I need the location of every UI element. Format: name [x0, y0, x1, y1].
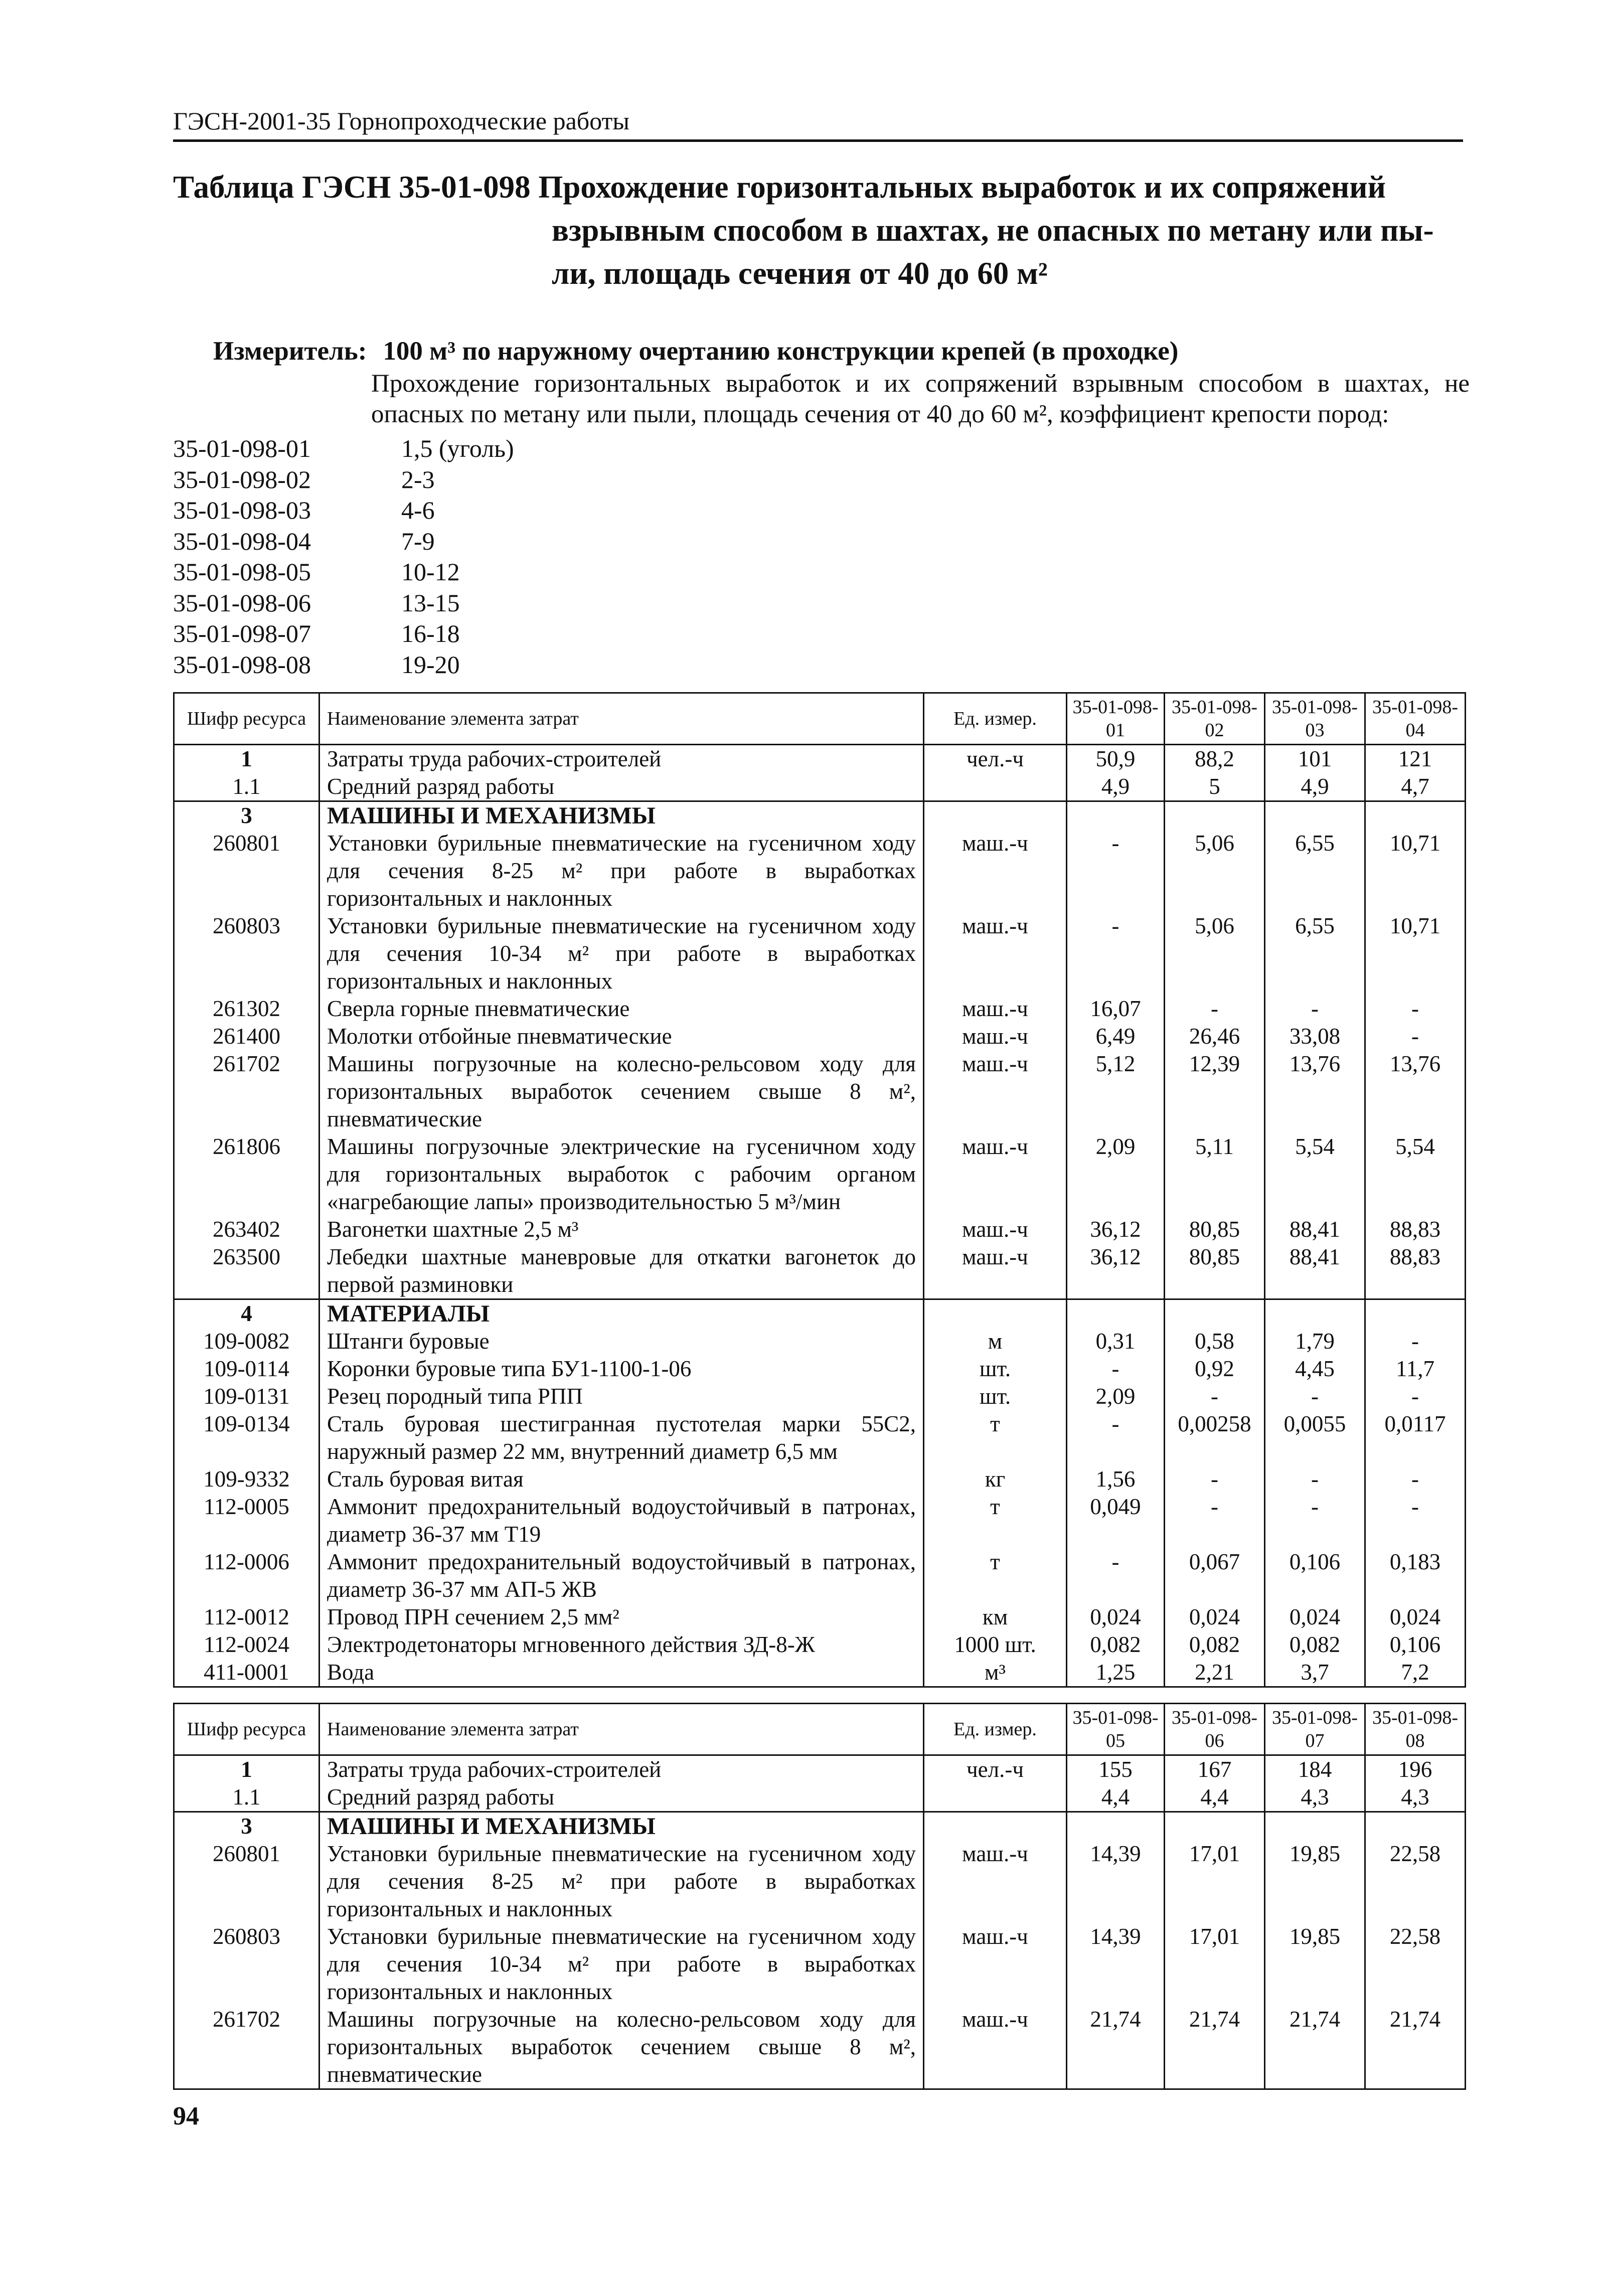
resource-name: Машины погрузочные на колесно-рельсовом ходу для горизонтальных выработок сечением свыше 8 м², пневматические — [319, 2006, 924, 2089]
resource-value — [1265, 1299, 1365, 1328]
resource-value: 80,85 — [1165, 1216, 1265, 1243]
resource-name: Сверла горные пневматические — [319, 995, 924, 1023]
resource-name: МАШИНЫ И МЕХАНИЗМЫ — [319, 801, 924, 830]
resource-value: 4,7 — [1365, 773, 1466, 801]
resource-value: 88,2 — [1165, 745, 1265, 773]
resource-name: Средний разряд работы — [319, 773, 924, 801]
header-norm-code: 35-01-098-01 — [1067, 693, 1165, 745]
resource-value: 50,9 — [1067, 745, 1165, 773]
resource-code: 4 — [174, 1299, 319, 1328]
resource-value: - — [1265, 1493, 1365, 1548]
header-norm-code: 35-01-098-04 — [1365, 693, 1466, 745]
resource-value: 10,71 — [1365, 912, 1466, 995]
resource-value: 6,55 — [1265, 912, 1365, 995]
resource-value: 12,39 — [1165, 1050, 1265, 1133]
resource-value: 5,54 — [1365, 1133, 1466, 1216]
resource-code: 3 — [174, 801, 319, 830]
resource-value — [1265, 1812, 1365, 1841]
resource-value: 88,41 — [1265, 1243, 1365, 1299]
code-list-item — [173, 588, 514, 619]
resource-value: 88,41 — [1265, 1216, 1365, 1243]
table-row — [174, 1243, 1466, 1299]
header-norm-code: 35-01-098-07 — [1265, 1704, 1365, 1755]
resource-value — [1165, 801, 1265, 830]
resource-value: 5,06 — [1165, 830, 1265, 912]
resource-value: - — [1165, 1493, 1265, 1548]
title-line-1: Таблица ГЭСН 35-01-098 Прохождение горизонтальных выработок и их сопряжений — [173, 170, 1386, 205]
resource-value: 3,7 — [1265, 1659, 1365, 1687]
header-rule — [173, 139, 1463, 142]
resource-value: 0,049 — [1067, 1493, 1165, 1548]
resource-value: 80,85 — [1165, 1243, 1265, 1299]
resource-code: 109-0131 — [174, 1383, 319, 1410]
resource-value: - — [1067, 1548, 1165, 1603]
resource-value: 0,106 — [1265, 1548, 1365, 1603]
resource-unit: м³ — [924, 1659, 1067, 1687]
resource-value: 0,024 — [1365, 1603, 1466, 1631]
resource-code: 1.1 — [174, 773, 319, 801]
resource-code: 3 — [174, 1812, 319, 1841]
resource-code: 1.1 — [174, 1783, 319, 1812]
resource-value: 4,4 — [1067, 1783, 1165, 1812]
resource-name: Коронки буровые типа БУ1-1100-1-06 — [319, 1355, 924, 1383]
table-row — [174, 1023, 1466, 1050]
resource-value: 184 — [1265, 1755, 1365, 1784]
code-list — [173, 433, 514, 680]
resource-value: 0,58 — [1165, 1328, 1265, 1355]
resource-code: 109-0114 — [174, 1355, 319, 1383]
table-row — [174, 1923, 1466, 2006]
code-list-code: 35-01-098-01 — [173, 434, 311, 462]
resource-name: Вода — [319, 1659, 924, 1687]
resource-code: 263402 — [174, 1216, 319, 1243]
resource-value: - — [1365, 1465, 1466, 1493]
resource-value: 21,74 — [1365, 2006, 1466, 2089]
resource-value — [1165, 1812, 1265, 1841]
resource-unit: маш.-ч — [924, 830, 1067, 912]
resource-name: Сталь буровая витая — [319, 1465, 924, 1493]
resource-value: - — [1067, 912, 1165, 995]
resource-value: 5,12 — [1067, 1050, 1165, 1133]
header-norm-code: 35-01-098-06 — [1165, 1704, 1265, 1755]
resource-name: Установки бурильные пневматические на гусеничном ходу для сечения 10-34 м² при работе в выработках горизонтальных и наклонных — [319, 912, 924, 995]
resource-code: 411-0001 — [174, 1659, 319, 1687]
resource-name: Вагонетки шахтные 2,5 м³ — [319, 1216, 924, 1243]
resource-unit: маш.-ч — [924, 912, 1067, 995]
resource-value: 0,024 — [1067, 1603, 1165, 1631]
resource-value: 2,21 — [1165, 1659, 1265, 1687]
header-norm-code: 35-01-098-02 — [1165, 693, 1265, 745]
resource-name: Аммонит предохранительный водоустойчивый в патронах, диаметр 36-37 мм АП-5 ЖВ — [319, 1548, 924, 1603]
resource-value: 1,56 — [1067, 1465, 1165, 1493]
norm-table-1 — [173, 692, 1466, 1688]
header-unit: Ед. измер. — [924, 1704, 1067, 1755]
resource-value: 21,74 — [1067, 2006, 1165, 2089]
resource-value: 196 — [1365, 1755, 1466, 1784]
table-row — [174, 1465, 1466, 1493]
resource-value: 0,183 — [1365, 1548, 1466, 1603]
table-row — [174, 1383, 1466, 1410]
resource-value: 2,09 — [1067, 1133, 1165, 1216]
code-list-code: 35-01-098-02 — [173, 465, 311, 494]
resource-name: Установки бурильные пневматические на гусеничном ходу для сечения 8-25 м² при работе в выработках горизонтальных и наклонных — [319, 830, 924, 912]
resource-name: Машины погрузочные электрические на гусеничном ходу для горизонтальных выработок с рабочим органом «нагребающие лапы» производительностью 5 м³/мин — [319, 1133, 924, 1216]
resource-unit: маш.-ч — [924, 1243, 1067, 1299]
resource-unit: маш.-ч — [924, 1050, 1067, 1133]
resource-unit: маш.-ч — [924, 1216, 1067, 1243]
title-line-2: взрывным способом в шахтах, не опасных по метану или пы- — [552, 213, 1434, 248]
resource-value: 0,92 — [1165, 1355, 1265, 1383]
resource-code: 261702 — [174, 1050, 319, 1133]
resource-unit: т — [924, 1493, 1067, 1548]
resource-name: Затраты труда рабочих-строителей — [319, 745, 924, 773]
page-number: 94 — [173, 2102, 199, 2130]
code-list-coefficient: 13-15 — [401, 588, 460, 617]
resource-unit: чел.-ч — [924, 745, 1067, 773]
resource-name: Затраты труда рабочих-строителей — [319, 1755, 924, 1784]
resource-name: Средний разряд работы — [319, 1783, 924, 1812]
resource-code: 261806 — [174, 1133, 319, 1216]
resource-value: 0,024 — [1265, 1603, 1365, 1631]
resource-code: 261400 — [174, 1023, 319, 1050]
table-row — [174, 1410, 1466, 1465]
code-list-item — [173, 618, 514, 649]
resource-value: - — [1265, 1383, 1365, 1410]
table-row — [174, 1812, 1466, 1841]
resource-value — [1265, 801, 1365, 830]
resource-unit: км — [924, 1603, 1067, 1631]
norm-table-2 — [173, 1703, 1466, 2090]
code-list-code: 35-01-098-08 — [173, 650, 311, 679]
resource-value: 0,00258 — [1165, 1410, 1265, 1465]
header-code: Шифр ресурса — [174, 693, 319, 745]
resource-value: 5,11 — [1165, 1133, 1265, 1216]
header-name: Наименование элемента затрат — [319, 1704, 924, 1755]
resource-code: 260803 — [174, 1923, 319, 2006]
resource-value: 22,58 — [1365, 1840, 1466, 1923]
resource-name: МАШИНЫ И МЕХАНИЗМЫ — [319, 1812, 924, 1841]
resource-unit — [924, 1299, 1067, 1328]
resource-value: 0,106 — [1365, 1631, 1466, 1659]
resource-value — [1365, 1812, 1466, 1841]
code-list-item — [173, 649, 514, 681]
resource-value — [1365, 1299, 1466, 1328]
resource-value: 5,06 — [1165, 912, 1265, 995]
resource-code: 109-9332 — [174, 1465, 319, 1493]
table-row — [174, 1355, 1466, 1383]
resource-value: 88,83 — [1365, 1243, 1466, 1299]
resource-unit — [924, 1812, 1067, 1841]
resource-code: 260801 — [174, 830, 319, 912]
resource-value: 4,9 — [1067, 773, 1165, 801]
resource-value: 0,082 — [1067, 1631, 1165, 1659]
resource-value: 10,71 — [1365, 830, 1466, 912]
resource-value: - — [1265, 1465, 1365, 1493]
resource-value: 7,2 — [1365, 1659, 1466, 1687]
code-list-code: 35-01-098-03 — [173, 496, 311, 524]
resource-unit: маш.-ч — [924, 995, 1067, 1023]
resource-value: 0,082 — [1165, 1631, 1265, 1659]
table-row — [174, 1840, 1466, 1923]
resource-name: МАТЕРИАЛЫ — [319, 1299, 924, 1328]
resource-value: 121 — [1365, 745, 1466, 773]
table-row — [174, 912, 1466, 995]
resource-code: 260803 — [174, 912, 319, 995]
meter-line — [213, 336, 1178, 366]
resource-unit: маш.-ч — [924, 2006, 1067, 2089]
resource-value: 0,0055 — [1265, 1410, 1365, 1465]
resource-value: 14,39 — [1067, 1840, 1165, 1923]
table-row — [174, 1216, 1466, 1243]
resource-code: 112-0012 — [174, 1603, 319, 1631]
resource-name: Установки бурильные пневматические на гусеничном ходу для сечения 10-34 м² при работе в выработках горизонтальных и наклонных — [319, 1923, 924, 2006]
resource-code: 112-0006 — [174, 1548, 319, 1603]
table-header-row — [174, 1704, 1466, 1755]
resource-value: - — [1067, 830, 1165, 912]
resource-code: 261302 — [174, 995, 319, 1023]
resource-unit: маш.-ч — [924, 1023, 1067, 1050]
code-list-coefficient: 4-6 — [401, 496, 435, 524]
resource-value: 0,024 — [1165, 1603, 1265, 1631]
resource-value: 2,09 — [1067, 1383, 1165, 1410]
resource-unit: шт. — [924, 1355, 1067, 1383]
resource-name: Лебедки шахтные маневровые для откатки вагонеток до первой разминовки — [319, 1243, 924, 1299]
code-list-coefficient: 10-12 — [401, 558, 460, 586]
resource-value: - — [1365, 1023, 1466, 1050]
resource-value: 4,45 — [1265, 1355, 1365, 1383]
table-row — [174, 745, 1466, 773]
header-name: Наименование элемента затрат — [319, 693, 924, 745]
resource-unit: маш.-ч — [924, 1840, 1067, 1923]
resource-value: 4,3 — [1265, 1783, 1365, 1812]
resource-unit: т — [924, 1548, 1067, 1603]
table-row — [174, 2006, 1466, 2089]
resource-name: Молотки отбойные пневматические — [319, 1023, 924, 1050]
resource-value: 16,07 — [1067, 995, 1165, 1023]
resource-value: - — [1365, 1328, 1466, 1355]
code-list-code: 35-01-098-06 — [173, 588, 311, 617]
resource-value — [1067, 1812, 1165, 1841]
resource-name: Сталь буровая шестигранная пустотелая марки 55С2, наружный размер 22 мм, внутренний диаметр 6,5 мм — [319, 1410, 924, 1465]
resource-value: 0,0117 — [1365, 1410, 1466, 1465]
resource-value: 4,9 — [1265, 773, 1365, 801]
resource-unit: м — [924, 1328, 1067, 1355]
resource-value: - — [1067, 1410, 1165, 1465]
resource-unit: 1000 шт. — [924, 1631, 1067, 1659]
table-row — [174, 1493, 1466, 1548]
header-code: Шифр ресурса — [174, 1704, 319, 1755]
resource-value: - — [1365, 995, 1466, 1023]
code-list-coefficient: 2-3 — [401, 465, 435, 494]
description: Прохождение горизонтальных выработок и их сопряжений взрывным способом в шахтах, не опасных по метану или пыли, площадь сечения от 40 до 60 м², коэффициент крепости пород: — [371, 370, 1470, 428]
resource-value: 36,12 — [1067, 1243, 1165, 1299]
resource-value: 33,08 — [1265, 1023, 1365, 1050]
table-row — [174, 1548, 1466, 1603]
resource-unit: кг — [924, 1465, 1067, 1493]
code-list-item — [173, 433, 514, 464]
resource-value: 36,12 — [1067, 1216, 1165, 1243]
resource-unit: маш.-ч — [924, 1133, 1067, 1216]
resource-code: 1 — [174, 745, 319, 773]
resource-value — [1165, 1299, 1265, 1328]
resource-name: Провод ПРН сечением 2,5 мм² — [319, 1603, 924, 1631]
resource-unit — [924, 773, 1067, 801]
resource-value: 0,067 — [1165, 1548, 1265, 1603]
table-row — [174, 1631, 1466, 1659]
resource-value: 17,01 — [1165, 1840, 1265, 1923]
resource-value: 17,01 — [1165, 1923, 1265, 2006]
resource-value: 101 — [1265, 745, 1365, 773]
table-row — [174, 1050, 1466, 1133]
resource-value: 1,25 — [1067, 1659, 1165, 1687]
resource-value: 14,39 — [1067, 1923, 1165, 2006]
resource-value — [1067, 1299, 1165, 1328]
resource-code: 112-0005 — [174, 1493, 319, 1548]
resource-value: 0,082 — [1265, 1631, 1365, 1659]
resource-value: - — [1365, 1383, 1466, 1410]
resource-value: 155 — [1067, 1755, 1165, 1784]
code-list-coefficient: 7-9 — [401, 527, 435, 555]
resource-value: 6,49 — [1067, 1023, 1165, 1050]
meter-value: 100 м³ по наружному очертанию конструкции крепей (в проходке) — [383, 337, 1179, 366]
code-list-item — [173, 557, 514, 588]
resource-name: Аммонит предохранительный водоустойчивый в патронах, диаметр 36-37 мм Т19 — [319, 1493, 924, 1548]
resource-value: 5,54 — [1265, 1133, 1365, 1216]
header-norm-code: 35-01-098-08 — [1365, 1704, 1466, 1755]
resource-value — [1067, 801, 1165, 830]
meter-label: Измеритель: — [213, 337, 367, 366]
resource-unit: т — [924, 1410, 1067, 1465]
resource-unit — [924, 1783, 1067, 1812]
table-row — [174, 773, 1466, 801]
resource-name: Штанги буровые — [319, 1328, 924, 1355]
resource-value: 5 — [1165, 773, 1265, 801]
resource-value: 13,76 — [1365, 1050, 1466, 1133]
table-row — [174, 1783, 1466, 1812]
resource-name: Установки бурильные пневматические на гусеничном ходу для сечения 8-25 м² при работе в выработках горизонтальных и наклонных — [319, 1840, 924, 1923]
resource-value — [1365, 801, 1466, 830]
table-row — [174, 995, 1466, 1023]
resource-value: 21,74 — [1165, 2006, 1265, 2089]
resource-value: - — [1165, 995, 1265, 1023]
resource-value: - — [1067, 1355, 1165, 1383]
table-title — [173, 166, 1477, 295]
resource-value: - — [1265, 995, 1365, 1023]
resource-name: Резец породный типа РПП — [319, 1383, 924, 1410]
code-list-item — [173, 495, 514, 526]
code-list-code: 35-01-098-05 — [173, 558, 311, 586]
table-row — [174, 830, 1466, 912]
resource-value: - — [1165, 1465, 1265, 1493]
table-row — [174, 1603, 1466, 1631]
resource-code: 260801 — [174, 1840, 319, 1923]
table-row — [174, 1755, 1466, 1784]
resource-value: 4,3 — [1365, 1783, 1466, 1812]
resource-value: 1,79 — [1265, 1328, 1365, 1355]
resource-unit: чел.-ч — [924, 1755, 1067, 1784]
resource-value: - — [1165, 1383, 1265, 1410]
code-list-code: 35-01-098-04 — [173, 527, 311, 555]
resource-name: Электродетонаторы мгновенного действия ЗД-8-Ж — [319, 1631, 924, 1659]
resource-unit: маш.-ч — [924, 1923, 1067, 2006]
table-header-row — [174, 693, 1466, 745]
resource-value: 6,55 — [1265, 830, 1365, 912]
resource-code: 261702 — [174, 2006, 319, 2089]
table-row — [174, 801, 1466, 830]
running-header: ГЭСН-2001-35 Горнопроходческие работы — [173, 107, 629, 135]
table-row — [174, 1299, 1466, 1328]
resource-value: 167 — [1165, 1755, 1265, 1784]
resource-code: 263500 — [174, 1243, 319, 1299]
resource-value: 13,76 — [1265, 1050, 1365, 1133]
table-row — [174, 1328, 1466, 1355]
code-list-coefficient: 19-20 — [401, 650, 460, 679]
resource-value: 4,4 — [1165, 1783, 1265, 1812]
resource-unit — [924, 801, 1067, 830]
resource-code: 1 — [174, 1755, 319, 1784]
resource-value: 88,83 — [1365, 1216, 1466, 1243]
resource-name: Машины погрузочные на колесно-рельсовом ходу для горизонтальных выработок сечением свыше 8 м², пневматические — [319, 1050, 924, 1133]
code-list-coefficient: 16-18 — [401, 619, 460, 647]
header-norm-code: 35-01-098-05 — [1067, 1704, 1165, 1755]
resource-code: 109-0134 — [174, 1410, 319, 1465]
resource-value: 21,74 — [1265, 2006, 1365, 2089]
resource-value: 26,46 — [1165, 1023, 1265, 1050]
resource-unit: шт. — [924, 1383, 1067, 1410]
resource-value: 11,7 — [1365, 1355, 1466, 1383]
table-row — [174, 1659, 1466, 1687]
resource-value: - — [1365, 1493, 1466, 1548]
resource-value: 19,85 — [1265, 1923, 1365, 2006]
header-norm-code: 35-01-098-03 — [1265, 693, 1365, 745]
code-list-item — [173, 526, 514, 557]
title-line-3: ли, площадь сечения от 40 до 60 м² — [552, 256, 1048, 291]
resource-value: 22,58 — [1365, 1923, 1466, 2006]
resource-code: 112-0024 — [174, 1631, 319, 1659]
resource-value: 19,85 — [1265, 1840, 1365, 1923]
code-list-item — [173, 464, 514, 496]
header-unit: Ед. измер. — [924, 693, 1067, 745]
code-list-coefficient: 1,5 (уголь) — [401, 434, 514, 462]
code-list-code: 35-01-098-07 — [173, 619, 311, 647]
resource-value: 0,31 — [1067, 1328, 1165, 1355]
resource-code: 109-0082 — [174, 1328, 319, 1355]
table-row — [174, 1133, 1466, 1216]
